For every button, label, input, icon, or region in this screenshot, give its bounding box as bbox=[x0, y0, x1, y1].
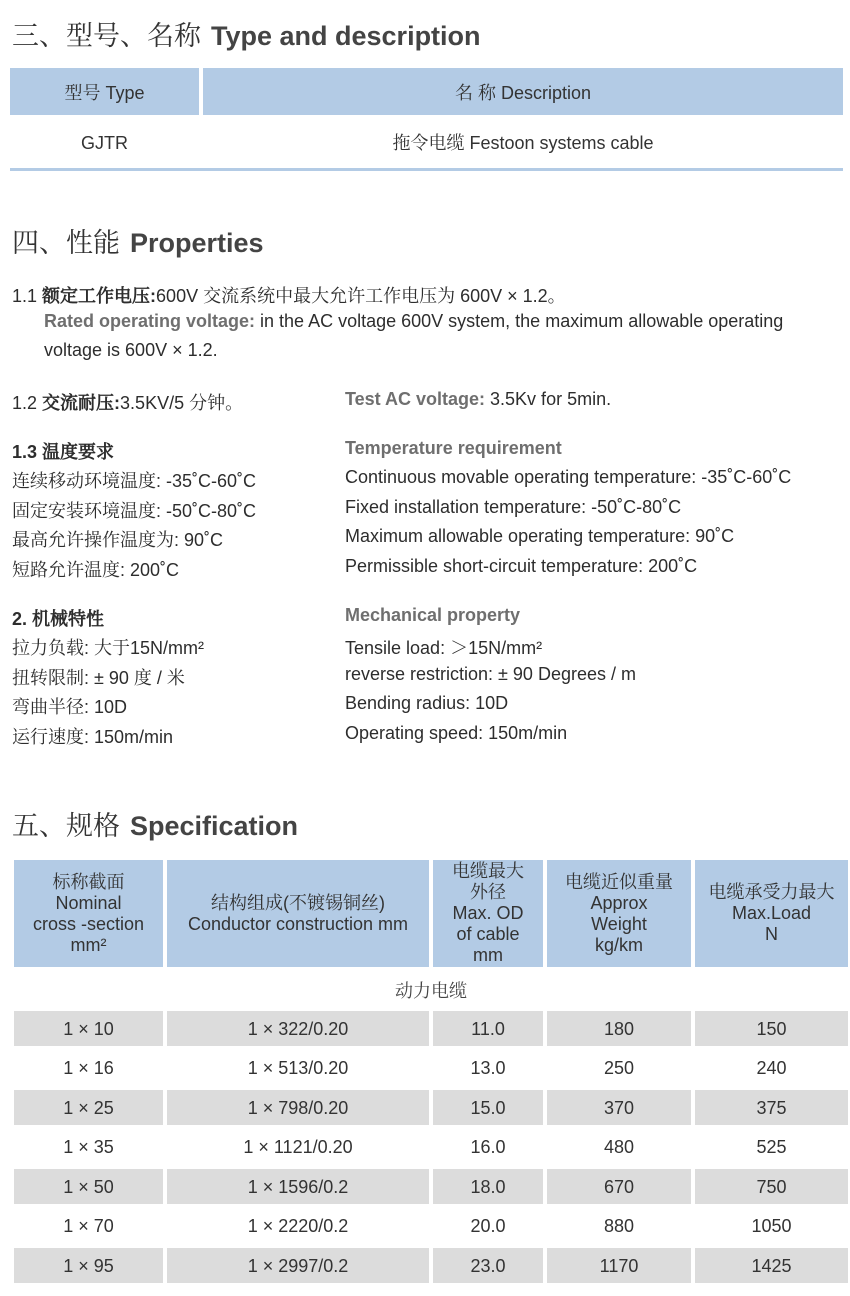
section-heading-zh: 三、型号、名称 bbox=[12, 21, 201, 51]
temperature-en-item: Permissible short-circuit temperature: 200˚C bbox=[345, 556, 698, 576]
cell-weight: 670 bbox=[547, 1169, 691, 1204]
table-row bbox=[14, 1090, 848, 1125]
cell-nominal: 1 × 16 bbox=[63, 1058, 114, 1078]
section-heading-type bbox=[12, 14, 481, 53]
table-row bbox=[14, 1129, 848, 1164]
section-heading-en: Specification bbox=[130, 811, 299, 841]
cell-construction: 1 × 2220/0.2 bbox=[247, 1216, 349, 1236]
table-row bbox=[14, 1248, 848, 1283]
cell-nominal: 1 × 10 bbox=[14, 1011, 163, 1046]
header-line: 电缆最大 bbox=[452, 861, 524, 881]
cell-type: GJTR bbox=[81, 133, 128, 153]
table-row bbox=[14, 1169, 848, 1204]
cell-load: 150 bbox=[695, 1011, 848, 1046]
temperature-en-item: Continuous movable operating temperature: -35˚C-60˚C bbox=[345, 467, 792, 487]
mechanical-zh-item: 运行速度: 150m/min bbox=[12, 727, 174, 747]
mechanical-zh-item: 扭转限制: ± 90 度 / 米 bbox=[12, 668, 185, 688]
header-line: of cable bbox=[456, 924, 520, 944]
header-line: kg/km bbox=[594, 934, 643, 955]
ac-test-zh-text: 3.5KV/5 分钟。 bbox=[120, 393, 244, 413]
temperature-zh-item: 连续移动环境温度: -35˚C-60˚C bbox=[12, 471, 257, 491]
header-line: Weight bbox=[591, 913, 647, 934]
temperature-zh-item: 短路允许温度: 200˚C bbox=[12, 560, 180, 580]
header-max-od bbox=[433, 860, 543, 967]
header-line: Conductor construction mm bbox=[187, 913, 409, 934]
voltage-en-label: Rated operating voltage: bbox=[44, 311, 256, 331]
header-line: Approx bbox=[590, 892, 648, 913]
cell-weight: 880 bbox=[603, 1216, 635, 1236]
temperature-en-item: Maximum allowable operating temperature: 90˚C bbox=[345, 526, 735, 546]
cell-load: 1050 bbox=[751, 1216, 792, 1236]
header-line: 电缆近似重量 bbox=[565, 871, 673, 892]
voltage-zh-line bbox=[12, 282, 566, 308]
header-max-load bbox=[695, 860, 848, 967]
cell-weight: 480 bbox=[603, 1137, 635, 1157]
cell-load: 1425 bbox=[695, 1248, 848, 1283]
header-line: 结构组成(不镀锡铜丝) bbox=[211, 892, 385, 913]
header-line: mm bbox=[473, 945, 503, 965]
temperature-en-title: Temperature requirement bbox=[345, 438, 562, 458]
mechanical-en-item: reverse restriction: ± 90 Degrees / m bbox=[345, 664, 636, 684]
section-heading-properties bbox=[12, 221, 264, 260]
cell-weight: 180 bbox=[547, 1011, 691, 1046]
cell-construction: 1 × 1596/0.2 bbox=[167, 1169, 429, 1204]
ac-test-zh-label: 交流耐压: bbox=[42, 393, 121, 413]
header-line: cross -section bbox=[32, 913, 145, 934]
header-line: 外径 bbox=[470, 882, 506, 902]
mechanical-zh-title: 2. 机械特性 bbox=[12, 609, 105, 629]
cell-od: 16.0 bbox=[470, 1137, 506, 1157]
item-number: 1.1 bbox=[12, 286, 38, 306]
cell-construction: 1 × 2997/0.2 bbox=[167, 1248, 429, 1283]
cell-od: 15.0 bbox=[433, 1090, 543, 1125]
section-heading-en: Type and description bbox=[211, 21, 481, 51]
category-label: 动力电缆 bbox=[395, 981, 467, 1001]
header-line: 电缆承受力最大 bbox=[708, 882, 835, 902]
type-table-header bbox=[10, 68, 843, 115]
mechanical-en-item: Tensile load: ＞15N/mm² bbox=[345, 638, 543, 658]
header-type: 型号 Type bbox=[10, 68, 199, 115]
header-nominal-section bbox=[14, 860, 163, 967]
header-approx-weight bbox=[547, 860, 691, 967]
ac-test-en-label: Test AC voltage: bbox=[345, 389, 486, 409]
voltage-zh-text: 600V 交流系统中最大允许工作电压为 600V × 1.2。 bbox=[156, 286, 566, 306]
temperature-en-item: Fixed installation temperature: -50˚C-80˚C bbox=[345, 497, 682, 517]
type-table-row bbox=[10, 118, 843, 168]
temperature-zh-title: 1.3 温度要求 bbox=[12, 442, 115, 462]
cell-construction: 1 × 322/0.20 bbox=[167, 1011, 429, 1046]
header-line: Max.Load bbox=[731, 903, 812, 923]
cell-weight: 1170 bbox=[547, 1248, 691, 1283]
cell-nominal: 1 × 35 bbox=[63, 1137, 114, 1157]
cell-construction: 1 × 798/0.20 bbox=[167, 1090, 429, 1125]
cell-od: 11.0 bbox=[433, 1011, 543, 1046]
cell-nominal: 1 × 25 bbox=[14, 1090, 163, 1125]
header-line: Max. OD bbox=[452, 903, 524, 923]
header-line: N bbox=[765, 924, 778, 944]
cell-weight: 370 bbox=[547, 1090, 691, 1125]
cell-nominal: 1 × 50 bbox=[14, 1169, 163, 1204]
voltage-en-text: in the AC voltage 600V system, the maximum allowable operating bbox=[255, 311, 784, 331]
cell-description: 拖令电缆 Festoon systems cable bbox=[392, 133, 654, 153]
temperature-zh-item: 固定安装环境温度: -50˚C-80˚C bbox=[12, 501, 257, 521]
cell-load: 750 bbox=[695, 1169, 848, 1204]
cell-od: 23.0 bbox=[433, 1248, 543, 1283]
cell-construction: 1 × 513/0.20 bbox=[247, 1058, 349, 1078]
ac-test-en bbox=[345, 389, 611, 410]
table-bottom-rule bbox=[10, 168, 843, 171]
cell-load: 525 bbox=[756, 1137, 787, 1157]
header-conductor-construction bbox=[167, 860, 429, 967]
header-line: 标称截面 bbox=[52, 871, 125, 892]
mechanical-en-title: Mechanical property bbox=[345, 605, 521, 625]
cell-construction: 1 × 1121/0.20 bbox=[243, 1137, 353, 1157]
temperature-zh-item: 最高允许操作温度为: 90˚C bbox=[12, 530, 224, 550]
voltage-en-line bbox=[44, 311, 783, 332]
section-heading-zh: 四、性能 bbox=[12, 228, 120, 258]
mechanical-en-item: Operating speed: 150m/min bbox=[345, 723, 568, 743]
cell-load: 240 bbox=[756, 1058, 787, 1078]
ac-test-zh bbox=[12, 389, 243, 415]
section-heading-zh: 五、规格 bbox=[12, 811, 120, 841]
cell-nominal: 1 × 70 bbox=[63, 1216, 114, 1236]
cell-od: 13.0 bbox=[470, 1058, 506, 1078]
mechanical-en-item: Bending radius: 10D bbox=[345, 693, 509, 713]
cell-nominal: 1 × 95 bbox=[14, 1248, 163, 1283]
voltage-en-line-2: voltage is 600V × 1.2. bbox=[44, 340, 218, 360]
section-heading-en: Properties bbox=[130, 228, 264, 258]
cell-load: 375 bbox=[695, 1090, 848, 1125]
table-row bbox=[14, 1050, 848, 1085]
header-line: Nominal bbox=[55, 892, 122, 913]
cell-od: 20.0 bbox=[470, 1216, 506, 1236]
mechanical-zh-item: 拉力负载: 大于15N/mm² bbox=[12, 638, 205, 658]
item-number: 1.2 bbox=[12, 393, 38, 413]
ac-test-en-text: 3.5Kv for 5min. bbox=[485, 389, 612, 409]
header-description: 名 称 Description bbox=[203, 68, 843, 115]
mechanical-zh-item: 弯曲半径: 10D bbox=[12, 697, 128, 717]
cell-weight: 250 bbox=[603, 1058, 635, 1078]
header-line: mm² bbox=[70, 934, 107, 955]
table-row bbox=[14, 1208, 848, 1243]
section-heading-specification bbox=[12, 804, 298, 843]
table-row bbox=[14, 1011, 848, 1046]
voltage-zh-label: 额定工作电压: bbox=[42, 286, 157, 306]
cell-od: 18.0 bbox=[433, 1169, 543, 1204]
